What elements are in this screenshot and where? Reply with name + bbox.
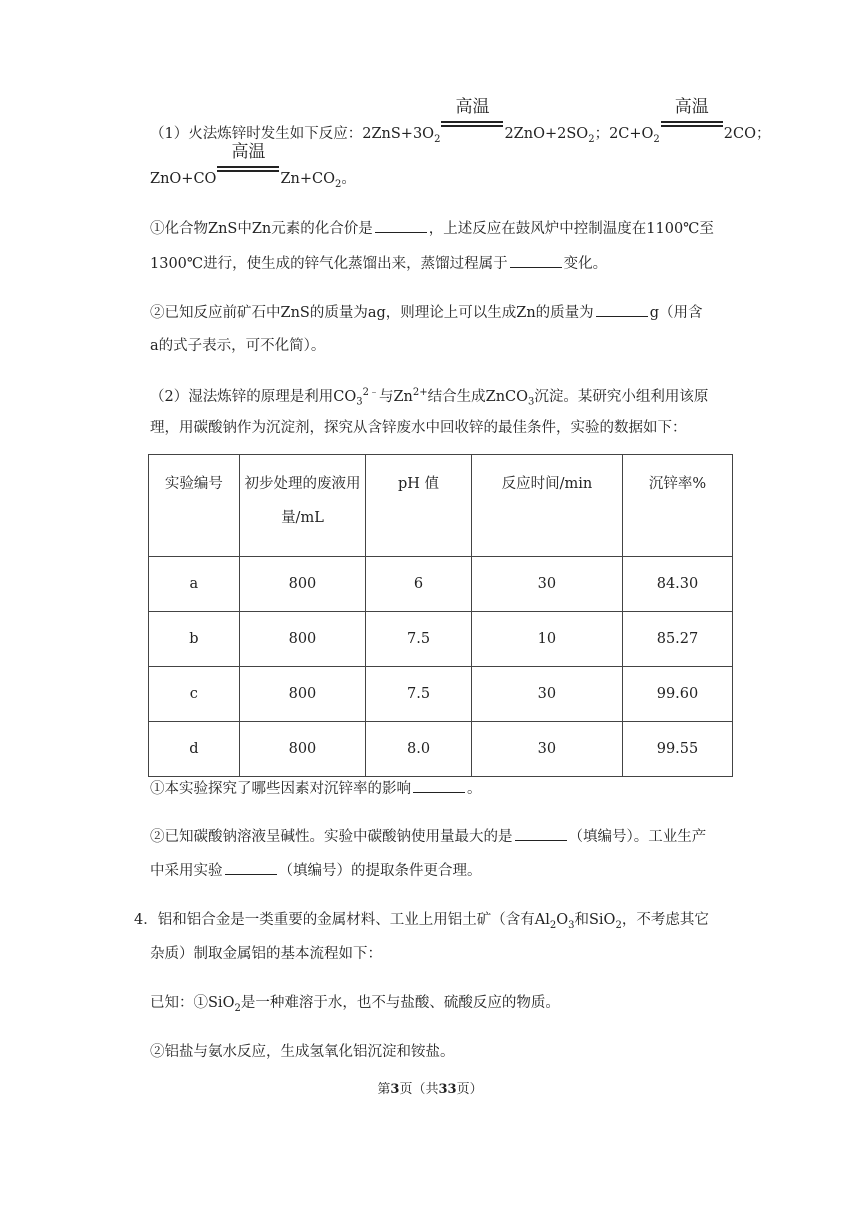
subscript: 2 — [653, 133, 660, 145]
question-text: ①化合物ZnS中Zn元素的化合价是 — [150, 221, 373, 237]
question-text: （填编号）的提取条件更合理。 — [278, 863, 482, 879]
reaction1-right: 2ZnO+2SO — [504, 126, 589, 142]
intro-text: 结合生成ZnCO — [427, 388, 529, 405]
page-footer — [0, 1078, 860, 1097]
subscript: 2 — [615, 919, 622, 931]
page-number: 3 — [390, 1082, 400, 1097]
table-row — [149, 722, 733, 777]
subscript: 2 — [549, 919, 557, 931]
column-header: 反应时间/min — [471, 455, 622, 557]
part2-intro — [150, 383, 708, 408]
question-text: 。 — [467, 781, 482, 797]
cell: c — [149, 667, 240, 722]
reaction1-left: 2ZnS+3O — [362, 126, 435, 142]
table-row — [149, 667, 733, 722]
cell: a — [149, 557, 240, 612]
cell: 7.5 — [366, 612, 472, 667]
question-text: 和SiO — [574, 912, 616, 928]
intro-text: （2）湿法炼锌的原理是利用CO — [150, 388, 357, 405]
condition-label: 高温 — [674, 97, 709, 117]
question-text: （填编号）。工业生产 — [568, 829, 707, 845]
question-text: 1300℃进行，使生成的锌气化蒸馏出来，蒸馏过程属于 — [150, 256, 508, 272]
cell: 99.60 — [622, 667, 732, 722]
question-text: 4．铝和铝合金是一类重要的金属材料、工业上用铝土矿（含有Al — [134, 912, 550, 928]
cell: 99.55 — [622, 722, 732, 777]
question-text: ②已知反应前矿石中ZnS的质量为ag，则理论上可以生成Zn的质量为 — [150, 305, 594, 321]
condition-label: 高温 — [455, 97, 490, 117]
answer-blank[interactable] — [510, 253, 562, 268]
condition-label: 高温 — [231, 142, 266, 162]
condition-arrow — [217, 142, 279, 183]
subscript: 3 — [528, 396, 535, 408]
reaction-line-2 — [150, 142, 356, 190]
question-1-2-cont — [150, 334, 325, 355]
cell: b — [149, 612, 240, 667]
question-text: a的式子表示，可不化简）。 — [150, 338, 326, 354]
question-text: 杂质）制取金属铝的基本流程如下： — [150, 946, 382, 962]
footer-text: 页（共 — [399, 1082, 439, 1097]
subscript: 2 — [588, 133, 595, 145]
table-row — [149, 612, 733, 667]
question-4-cont — [150, 942, 382, 963]
cell: 800 — [239, 557, 365, 612]
separator: ； — [594, 126, 610, 142]
question-1-1-cont — [150, 252, 607, 273]
question-2-2-cont — [150, 859, 482, 880]
page-total: 33 — [438, 1082, 457, 1097]
footer-text: 第 — [377, 1082, 391, 1097]
column-header: 沉锌率% — [622, 455, 732, 557]
question-text: ，不考虑其它 — [621, 912, 709, 928]
intro-text: 沉淀。某研究小组利用该原 — [534, 388, 709, 405]
question-text: 中采用实验 — [150, 863, 223, 879]
known-2 — [150, 1040, 455, 1061]
question-1-1 — [150, 217, 714, 238]
table-row — [149, 557, 733, 612]
known-text: ②铝盐与氨水反应，生成氢氧化铝沉淀和铵盐。 — [150, 1044, 455, 1060]
cell: 30 — [471, 557, 622, 612]
answer-blank[interactable] — [515, 826, 567, 841]
cell: 800 — [239, 722, 365, 777]
answer-blank[interactable] — [596, 302, 648, 317]
reaction3-right: Zn+CO — [280, 171, 335, 187]
superscript: 2+ — [412, 387, 428, 398]
known-text: 是一种难溶于水，也不与盐酸、硫酸反应的物质。 — [240, 995, 560, 1011]
cell: 800 — [239, 612, 365, 667]
intro-text: 理，用碳酸钠作为沉淀剂，探究从含锌废水中回收锌的最佳条件，实验的数据如下： — [150, 420, 687, 436]
cell: 800 — [239, 667, 365, 722]
cell: 84.30 — [622, 557, 732, 612]
cell: 85.27 — [622, 612, 732, 667]
reaction2-left: 2C+O — [609, 126, 654, 142]
cell: 6 — [366, 557, 472, 612]
cell: 7.5 — [366, 667, 472, 722]
question-1-2 — [150, 301, 702, 322]
question-2-2 — [150, 825, 706, 846]
answer-blank[interactable] — [375, 218, 427, 233]
condition-arrow — [661, 97, 723, 138]
known-1 — [150, 991, 560, 1014]
part1-intro: （1）火法炼锌时发生如下反应： — [150, 126, 363, 142]
answer-blank[interactable] — [413, 778, 465, 793]
question-text: 变化。 — [563, 256, 608, 272]
part2-intro-cont — [150, 416, 687, 437]
superscript: 2﹣ — [362, 387, 379, 398]
cell: 8.0 — [366, 722, 472, 777]
period: 。 — [341, 171, 356, 187]
question-text: ①本实验探究了哪些因素对沉锌率的影响 — [150, 781, 411, 797]
subscript: 3 — [356, 396, 363, 408]
column-header: 初步处理的废液用量/mL — [239, 455, 365, 557]
cell: 10 — [471, 612, 622, 667]
intro-text: 与Zn — [378, 388, 413, 405]
column-header: 实验编号 — [149, 455, 240, 557]
question-text: g（用含 — [649, 305, 703, 321]
column-header: pH 值 — [366, 455, 472, 557]
subscript: 2 — [334, 178, 342, 190]
cell: d — [149, 722, 240, 777]
experiment-table — [148, 454, 733, 777]
question-text: O — [556, 912, 569, 928]
question-2-1 — [150, 777, 482, 798]
reaction3-left: ZnO+CO — [150, 171, 217, 187]
condition-arrow — [441, 97, 503, 138]
question-4 — [134, 908, 709, 931]
cell: 30 — [471, 722, 622, 777]
known-text: 已知：①SiO — [150, 995, 235, 1011]
footer-text: 页） — [456, 1082, 483, 1097]
question-text: ②已知碳酸钠溶液呈碱性。实验中碳酸钠使用量最大的是 — [150, 829, 513, 845]
table-header-row — [149, 455, 733, 557]
subscript: 3 — [568, 919, 575, 931]
cell: 30 — [471, 667, 622, 722]
reaction2-right: 2CO； — [723, 126, 771, 142]
question-text: ，上述反应在鼓风炉中控制温度在1100℃至 — [428, 221, 714, 237]
subscript: 2 — [234, 1002, 241, 1014]
subscript: 2 — [434, 133, 441, 145]
answer-blank[interactable] — [225, 860, 277, 875]
